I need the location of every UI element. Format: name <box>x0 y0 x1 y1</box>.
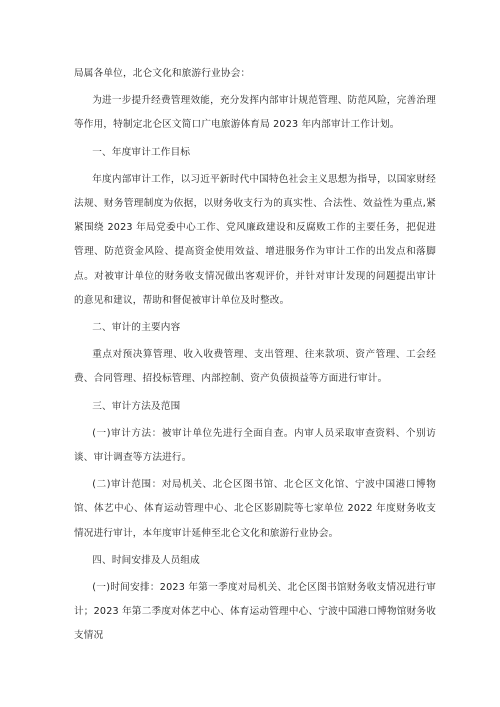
section-4-item-schedule: (一)时间安排：2023 年第一季度对局机关、北仑区图书馆财务收支情况进行审计；2023 年第二季度对体艺中心、体育运动管理中心、宁波中国港口博物馆财务收支情况 <box>74 582 436 642</box>
section-4-heading: 四、时间安排及人员组成 <box>92 554 200 566</box>
section-3-heading: 三、审计方法及范围 <box>92 400 181 412</box>
document-body <box>74 62 436 649</box>
section-1-heading: 一、年度审计工作目标 <box>92 146 191 158</box>
section-2-heading: 二、审计的主要内容 <box>92 322 181 334</box>
section-3-item-scope: (二)审计范围：对局机关、北仑区图书馆、北仑区文化馆、宁波中国港口博物馆、体艺中心、体育运动管理中心、北仑区影剧院等七家单位 2022 年度财务收支情况进行审计，本年度审计延伸至北仑文化和旅游行业协会。 <box>74 479 436 539</box>
section-3-item-method: (一)审计方法：被审计单位先进行全面自查。内审人员采取审查资料、个别访谈、审计调查等方法进行。 <box>74 427 436 464</box>
section-2-paragraph: 重点对预决算管理、收入收费管理、支出管理、往来款项、资产管理、工会经费、合同管理、招投标管理、内部控制、资产负债损益等方面进行审计。 <box>74 349 436 385</box>
salutation: 局属各单位，北仑文化和旅游行业协会： <box>74 68 251 79</box>
intro-paragraph: 为进一步提升经费管理效能，充分发挥内部审计规范管理、防范风险，完善治理等作用，特制定北仑区文简口广电旅游体育局 2023 年内部审计工作计划。 <box>74 95 436 131</box>
section-1-paragraph: 年度内部审计工作，以习近平新时代中国特色社会主义思想为指导，以国家财经法规、财务管理制度为依据，以财务收支行为的真实性、合法性、效益性为重点,紧紧围绕 2023 年局党委中心工作、党风廉政建设和反腐败工作的主要任务，把促进管理、防范资金风险、提高资金使用效益、增进服务作为审计工作的出发点和落脚点。对被审计单位的财务收支情况做出客观评价，并针对审计发现的问题提出审计的意见和建议，帮助和督促被审计单位及时整改。 <box>74 173 436 306</box>
